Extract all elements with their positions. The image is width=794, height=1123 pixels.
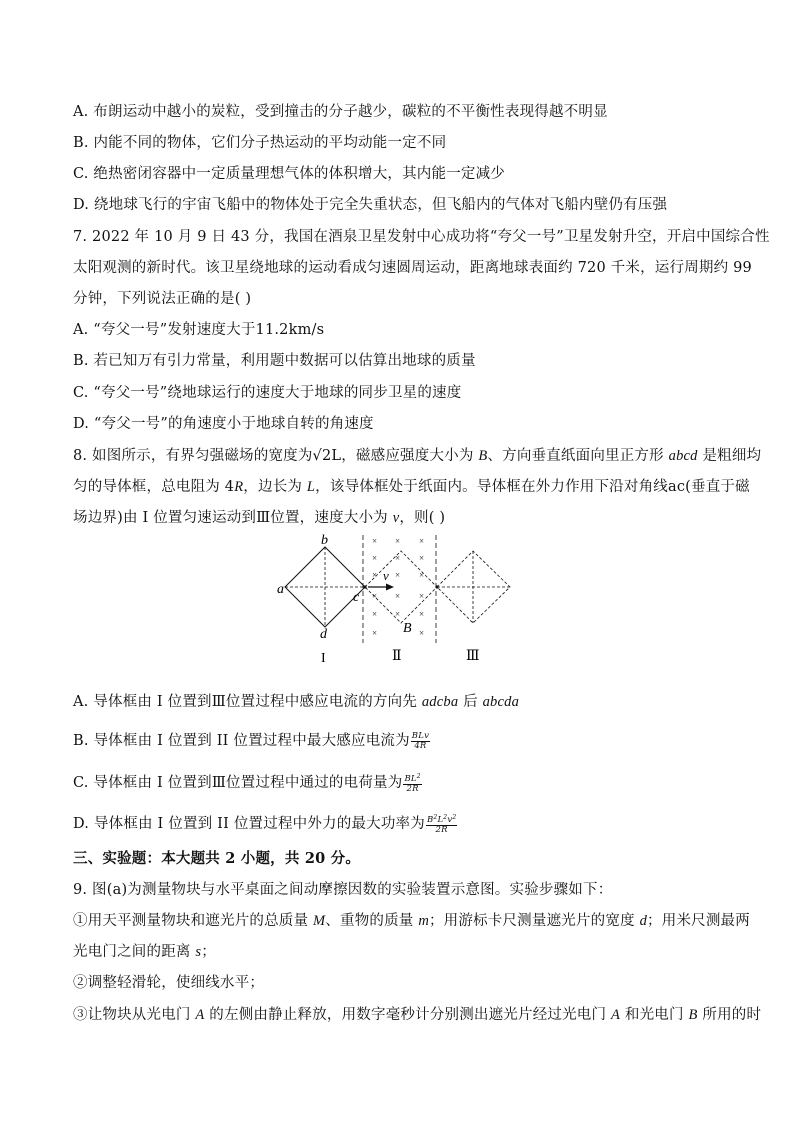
numerator: BLv (411, 730, 430, 741)
text: C. 导体框由 I 位置到Ⅲ位置过程中通过的电荷量为 (73, 775, 403, 791)
magnetic-field-diagram (270, 530, 530, 665)
var-b: B (478, 448, 488, 464)
var-abcd: abcd (668, 448, 698, 464)
cross-mark: × (372, 536, 378, 546)
section-heading: 三、实验题：本大题共 2 小题，共 20 分。 (73, 850, 361, 867)
text: ；用游标卡尺测量遮光片的宽度 (428, 913, 640, 929)
cross-mark: × (419, 570, 425, 580)
text: ，该导体框处于纸面内。导体框在外力作用下沿对角线 (315, 479, 668, 495)
cross-mark: × (395, 553, 401, 563)
cross-mark: × (372, 591, 378, 601)
label-position-2: Ⅱ (392, 649, 402, 664)
cross-mark: × (419, 628, 425, 638)
sqrt-2l: √2L (312, 448, 342, 464)
cross-mark: × (372, 628, 378, 638)
var-l: L (306, 479, 316, 495)
num-v: v (447, 815, 453, 825)
var-m-big: M (313, 913, 326, 929)
cross-mark: × (372, 609, 378, 619)
fraction (426, 813, 457, 835)
denominator: 2R (435, 825, 448, 835)
q9-step2: ②调整轻滑轮，使细线水平； (73, 975, 265, 991)
text: 、方向垂直纸面向里正方形 (487, 448, 669, 464)
var-abcda: abcda (482, 694, 520, 710)
text: 所用的时 (697, 1007, 762, 1023)
denominator: 2R (406, 784, 419, 794)
text: 场边界)由 I 位置匀速运动到Ⅲ位置，速度大小为 (73, 510, 393, 526)
var-m-small: m (418, 913, 429, 929)
q9-step3 (73, 1005, 761, 1025)
exponent: 2 (443, 814, 448, 821)
cross-mark: × (419, 609, 425, 619)
text: 光电门之间的距离 (73, 944, 196, 960)
label-v: v (383, 568, 389, 583)
q7-option-d: D. “夸父一号”的角速度小于地球自转的角速度 (73, 416, 374, 432)
cross-mark: × (419, 591, 425, 601)
text: ，磁感应强度大小为 (341, 448, 479, 464)
cross-mark: × (372, 570, 378, 580)
text: D. 导体框由 I 位置到 II 位置过程中外力的最大功率为 (73, 816, 425, 832)
fraction (411, 732, 430, 751)
var-s: s (195, 944, 202, 960)
label-b-field: B (403, 621, 412, 636)
velocity-arrowhead (386, 584, 394, 591)
text: 匀的导体框，总电阻为 4 (73, 479, 235, 495)
q8-stem-line3 (73, 508, 445, 528)
fraction (403, 772, 421, 794)
var-ac: ac (667, 479, 686, 495)
q8-option-b (73, 731, 430, 751)
text: 的左侧由静止释放，用数字毫秒计分别测出遮光片经过光电门 (204, 1007, 612, 1023)
num-l: L (437, 815, 444, 825)
q7-option-a: A. “夸父一号”发射速度大于11.2km/s (73, 322, 325, 338)
cross-mark: × (395, 609, 401, 619)
label-c: c (353, 590, 360, 605)
label-b: b (321, 533, 328, 548)
label-d: d (320, 627, 327, 642)
var-r: R (234, 479, 244, 495)
q7-stem-line2: 太阳观测的新时代。该卫星绕地球的运动看成匀速圆周运动，距离地球表面约 720 千米，运行周期约 99 (73, 260, 752, 276)
text: 后 (458, 694, 483, 710)
cross-mark: × (419, 553, 425, 563)
text: ，则( ) (399, 510, 446, 526)
var-v: v (392, 510, 400, 526)
q8-stem-line2 (73, 477, 750, 497)
text: 和光电门 (620, 1007, 689, 1023)
point-c3-dot (435, 585, 438, 588)
q6-option-d: D. 绕地球飞行的宇宙飞船中的物体处于完全失重状态，但飞船内的气体对飞船内壁仍有压强 (73, 197, 668, 213)
q8-option-d (73, 813, 457, 835)
cross-mark: × (395, 536, 401, 546)
text: ，边长为 (243, 479, 307, 495)
q9-step1 (73, 911, 750, 931)
label-a: a (277, 582, 284, 597)
cross-mark: × (395, 570, 401, 580)
cross-mark: × (419, 536, 425, 546)
cross-mark: × (372, 553, 378, 563)
cross-mark: × (395, 591, 401, 601)
text: ③让物块从光电门 (73, 1007, 196, 1023)
q9-stem-line1: 9. 图(a)为测量物块与水平桌面之间动摩擦因数的实验装置示意图。实验步骤如下： (73, 882, 613, 898)
q6-option-b: B. 内能不同的物体，它们分子热运动的平均动能一定不同 (73, 135, 447, 151)
q8-option-c (73, 772, 422, 794)
q8-option-a (73, 692, 519, 712)
var-d: d (639, 913, 648, 929)
text: ①用天平测量物块和遮光片的总质量 (73, 913, 314, 929)
text: (垂直于磁 (685, 479, 750, 495)
var-a: A (611, 1007, 621, 1023)
q7-option-b: B. 若已知万有引力常量，利用题中数据可以估算出地球的质量 (73, 353, 476, 369)
q6-option-c: C. 绝热密闭容器中一定质量理想气体的体积增大，其内能一定减少 (73, 166, 505, 182)
var-b: B (688, 1007, 698, 1023)
label-position-1: I (321, 651, 326, 665)
num-base: BL (404, 774, 417, 784)
denominator: 4R (414, 740, 427, 751)
exponent: 2 (452, 814, 457, 821)
q9-step1-cont (73, 942, 216, 962)
point-c-dot (363, 585, 366, 588)
q7-option-c: C. “夸父一号”绕地球运行的速度大于地球的同步卫星的速度 (73, 385, 462, 401)
q7-stem-line1: 7. 2022 年 10 月 9 日 43 分，我国在酒泉卫星发射中心成功将“夸父一号”卫星发射升空，开启中国综合性 (73, 229, 770, 245)
exponent: 2 (416, 773, 421, 780)
label-position-3: Ⅲ (466, 649, 480, 664)
q7-stem-line3: 分钟，下列说法正确的是( ) (73, 291, 252, 307)
q6-option-a: A. 布朗运动中越小的炭粒，受到撞击的分子越少，碳粒的不平衡性表现得越不明显 (73, 104, 608, 120)
q8-stem-line1 (73, 446, 761, 466)
text: 、重物的质量 (325, 913, 419, 929)
var-adcba: adcba (421, 694, 459, 710)
text: B. 导体框由 I 位置到 II 位置过程中最大感应电流为 (73, 733, 410, 749)
text: ；用米尺测最两 (647, 913, 750, 929)
exponent: 2 (433, 814, 438, 821)
num-b: B (426, 815, 434, 825)
text: 是粗细均 (697, 448, 762, 464)
text: A. 导体框由 I 位置到Ⅲ位置过程中感应电流的方向先 (73, 694, 422, 710)
text: ； (201, 944, 216, 960)
text: 8. 如图所示，有界匀强磁场的宽度为 (73, 448, 313, 464)
var-a: A (195, 1007, 205, 1023)
